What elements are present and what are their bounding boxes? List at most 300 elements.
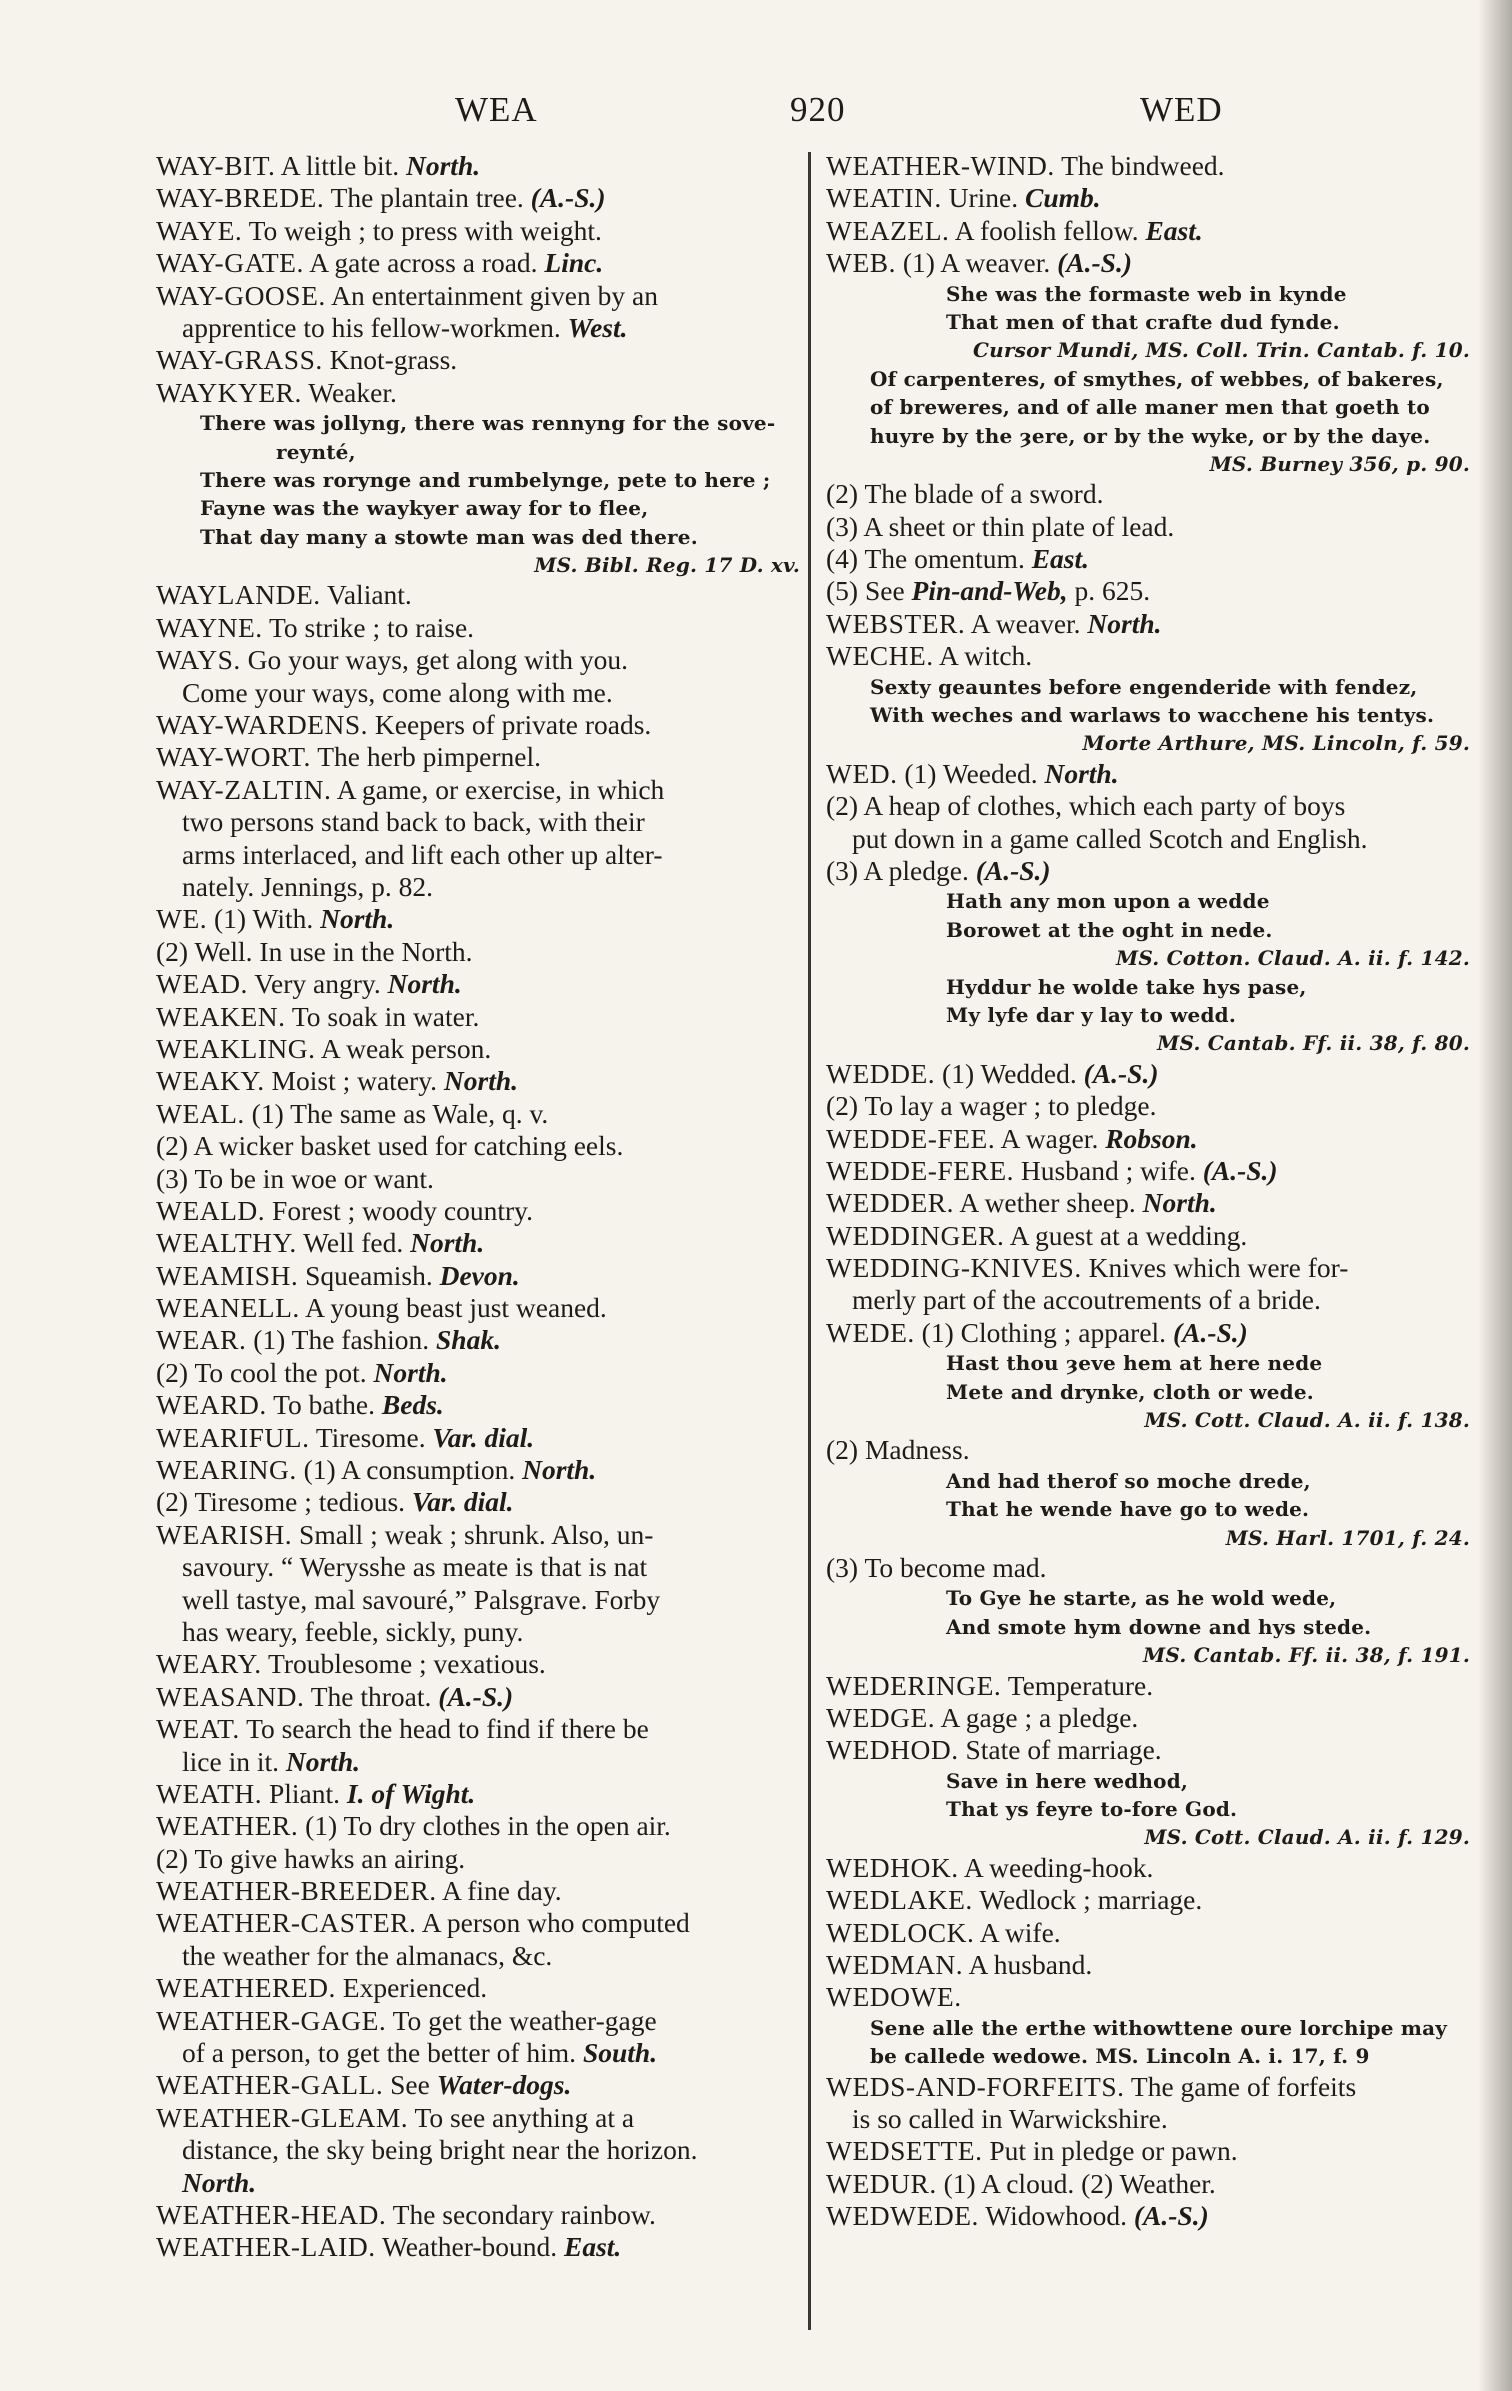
entry-definition: The bindweed. — [1054, 150, 1225, 181]
entry-definition: Weather-bound. — [375, 2231, 564, 2263]
dictionary-entry — [826, 1884, 1476, 1916]
entry-label: North. — [522, 1454, 597, 1486]
entry-definition: (2) To lay a wager ; to pledge. — [826, 1090, 1157, 1122]
entry-definition: Knot-grass. — [322, 344, 458, 376]
entry-headword: WEANELL. — [156, 1292, 300, 1324]
entry-definition: (2) The blade of a sword. — [826, 478, 1104, 510]
entry-definition: A husband. — [963, 1949, 1093, 1981]
entry-definition: Moist ; watery. — [264, 1065, 444, 1097]
quotation-text: Hyddur he wolde take hys pase, — [946, 974, 1307, 999]
quotation-text: Fayne was the waykyer away for to flee, — [200, 496, 649, 521]
entry-definition: (1) To dry clothes in the open air. — [298, 1810, 671, 1842]
entry-definition: Put in pledge or pawn. — [982, 2135, 1238, 2167]
entry-definition: A wether sheep. — [954, 1187, 1143, 1219]
entry-label: North. — [443, 1065, 519, 1097]
entry-label: North. — [373, 1356, 448, 1388]
entry-headword: WAYNE. — [156, 611, 263, 643]
quotation-line — [826, 365, 1476, 393]
entry-headword: WEDMAN. — [826, 1949, 964, 1981]
quotation-line — [826, 280, 1476, 308]
entry-definition: To soak in water. — [285, 1000, 480, 1032]
quotation-text: That ys feyre to-fore God. — [946, 1797, 1238, 1822]
entry-definition: A wager. — [995, 1122, 1106, 1154]
entry-definition: A weak person. — [315, 1032, 492, 1064]
entry-definition: Pliant. — [262, 1777, 347, 1809]
entry-label: Pin-and-Web, — [911, 575, 1068, 607]
entry-definition: arms interlaced, and lift each other up alter- — [182, 838, 663, 870]
entry-headword: WEDWEDE. — [826, 2200, 979, 2232]
dictionary-entry — [156, 1292, 806, 1324]
entry-definition: apprentice to his fellow-workmen. — [182, 311, 568, 343]
quotation-source — [826, 944, 1476, 972]
entry-definition: (1) A consumption. — [296, 1454, 523, 1486]
entry-continuation — [826, 823, 1476, 855]
entry-label: North. — [182, 2166, 257, 2198]
entry-definition: Temperature. — [1001, 1669, 1154, 1701]
entry-sense — [826, 575, 1476, 607]
dictionary-entry — [826, 2135, 1476, 2167]
quotation-text: And had therof so moche drede, — [946, 1468, 1311, 1493]
dictionary-entry — [156, 182, 806, 214]
dictionary-entry — [156, 215, 806, 247]
quotation-line — [826, 1584, 1476, 1612]
quotation-text: She was the formaste web in kynde — [946, 281, 1347, 306]
quotation-line — [826, 2042, 1476, 2070]
quotation-source — [826, 729, 1476, 757]
entry-headword: WEB. — [826, 247, 896, 279]
entry-definition: of a person, to get the better of him. — [182, 2037, 583, 2069]
quotation-source — [826, 450, 1476, 478]
entry-label: East. — [563, 2231, 622, 2263]
quotation-line — [826, 1767, 1476, 1795]
entry-sense — [826, 1434, 1476, 1466]
quotation-text: Sexty geauntes before engenderide with fendez, — [870, 674, 1418, 699]
entry-definition: A witch. — [933, 640, 1033, 672]
entry-label: North. — [1087, 607, 1162, 639]
entry-label: East. — [1145, 214, 1203, 246]
quotation-text: Mete and drynke, cloth or wede. — [946, 1379, 1314, 1404]
source-citation: MS. Harl. 1701, f. 24. — [1225, 1525, 1470, 1550]
source-citation: Morte Arthure, MS. Lincoln, f. 59. — [1082, 731, 1470, 756]
entry-label: (A.-S.) — [1172, 1316, 1248, 1348]
dictionary-entry — [156, 1875, 806, 1907]
entry-headword: WAYE. — [156, 214, 243, 246]
entry-headword: WEALD. — [156, 1194, 266, 1226]
source-citation: MS. Burney 356, p. 90. — [1209, 451, 1470, 476]
entry-definition: Weaker. — [301, 376, 397, 408]
dictionary-entry — [156, 1065, 806, 1097]
entry-label: I. of Wight. — [346, 1777, 476, 1809]
entry-headword: WEDDING-KNIVES. — [826, 1252, 1082, 1284]
entry-headword: WEASAND. — [156, 1680, 305, 1712]
header-right-guideword: WED — [1140, 90, 1223, 129]
quotation-line — [156, 494, 806, 522]
entry-headword: WEATHER-WIND. — [826, 150, 1055, 181]
quotation-line — [826, 1001, 1476, 1029]
entry-headword: WEARISH. — [156, 1518, 293, 1550]
dictionary-entry — [156, 1389, 806, 1421]
quotation-text: There was jollyng, there was rennyng for the sove- — [200, 411, 776, 436]
entry-definition: (2) A heap of clothes, which each party of boys — [826, 790, 1346, 822]
source-citation: MS. Cott. Claud. A. ii. f. 138. — [1144, 1408, 1470, 1433]
entry-continuation — [156, 677, 806, 709]
entry-label: (A.-S.) — [1083, 1057, 1159, 1089]
quotation-line — [826, 393, 1476, 421]
entry-label: (A.-S.) — [975, 854, 1051, 886]
entry-definition: A game, or exercise, in which — [331, 773, 665, 805]
entry-definition: Experienced. — [335, 1972, 488, 2004]
entry-definition: (5) See — [826, 575, 912, 607]
entry-continuation — [156, 1584, 806, 1616]
entry-headword: WE. — [156, 903, 208, 935]
entry-definition: lice in it. — [182, 1745, 286, 1777]
entry-definition: (2) A wicker basket used for catching eels. — [156, 1130, 624, 1162]
entry-continuation — [156, 312, 806, 344]
quotation-line — [826, 1349, 1476, 1377]
entry-definition: Knives which were for- — [1081, 1252, 1349, 1284]
dictionary-entry — [826, 1852, 1476, 1884]
entry-headword: WEDOWE. — [826, 1981, 962, 2013]
entry-headword: WEALTHY. — [156, 1227, 297, 1259]
entry-sense — [826, 478, 1476, 510]
entry-definition: A gate across a road. — [303, 247, 545, 279]
quotation-line — [826, 308, 1476, 336]
entry-definition: (2) Madness. — [826, 1434, 970, 1466]
dictionary-entry — [156, 1519, 806, 1551]
dictionary-entry — [826, 150, 1476, 182]
entry-headword: WECHE. — [826, 640, 934, 672]
entry-sense — [826, 1090, 1476, 1122]
quotation-line — [826, 973, 1476, 1001]
dictionary-entry — [156, 1033, 806, 1065]
entry-continuation — [156, 2037, 806, 2069]
entry-sense — [826, 855, 1476, 887]
entry-definition: (1) The same as Wale, q. v. — [244, 1097, 549, 1129]
entry-headword: WEDLOCK. — [826, 1916, 975, 1948]
entry-definition: A gage ; a pledge. — [935, 1701, 1139, 1733]
entry-definition: Squeamish. — [298, 1259, 440, 1291]
entry-headword: WAYLANDE. — [156, 579, 321, 611]
entry-headword: WEDSETTE. — [826, 2135, 983, 2167]
entry-definition: A weeding-hook. — [958, 1851, 1154, 1883]
entry-definition: Urine. — [941, 182, 1026, 214]
entry-sense — [156, 1130, 806, 1162]
quotation-text: That he wende have go to wede. — [946, 1497, 1310, 1522]
quotation-text: huyre by the ȝere, or by the wyke, or by the daye. — [870, 423, 1431, 448]
entry-definition: (1) The fashion. — [246, 1324, 436, 1356]
dictionary-entry — [156, 1648, 806, 1680]
quotation-text: Hast thou ȝeve hem at here nede — [946, 1351, 1323, 1376]
entry-definition: (3) A pledge. — [826, 854, 976, 886]
entry-continuation — [156, 839, 806, 871]
quotation-text: That men of that crafte dud fynde. — [946, 309, 1340, 334]
dictionary-entry — [826, 1734, 1476, 1766]
entry-definition: has weary, feeble, sickly, puny. — [182, 1615, 524, 1647]
entry-definition: A person who computed — [416, 1907, 690, 1939]
dictionary-entry — [826, 1220, 1476, 1252]
entry-headword: WEDUR. — [826, 2167, 937, 2199]
entry-definition: distance, the sky being bright near the horizon. — [182, 2134, 698, 2166]
entry-headword: WED. — [826, 757, 898, 789]
entry-label: East. — [1031, 543, 1090, 575]
entry-headword: WEAMISH. — [156, 1259, 299, 1291]
entry-sense — [156, 936, 806, 968]
right-column — [826, 150, 1476, 2233]
entry-headword: WEBSTER. — [826, 607, 966, 639]
entry-sense — [826, 543, 1476, 575]
quotation-line — [826, 1378, 1476, 1406]
entry-sense — [156, 1163, 806, 1195]
dictionary-entry — [156, 1195, 806, 1227]
entry-headword: WAY-WARDENS. — [156, 709, 369, 741]
entry-headword: WEAKEN. — [156, 1000, 286, 1032]
entry-definition: A young beast just weaned. — [299, 1292, 607, 1324]
entry-definition: (2) Tiresome ; tedious. — [156, 1486, 412, 1518]
quotation-line — [156, 438, 806, 466]
entry-headword: WEDHOD. — [826, 1734, 959, 1766]
entry-definition: State of marriage. — [958, 1734, 1162, 1766]
dictionary-entry — [156, 1098, 806, 1130]
entry-sense — [826, 511, 1476, 543]
entry-definition: The game of forfeits — [1124, 2070, 1357, 2102]
dictionary-entry — [826, 1187, 1476, 1219]
entry-label: West. — [567, 311, 628, 343]
header-left-guideword: WEA — [455, 90, 538, 129]
entry-headword: WEDE. — [826, 1316, 915, 1348]
dictionary-entry — [156, 150, 806, 182]
entry-label: North. — [387, 968, 462, 1000]
entry-definition: (1) With. — [207, 903, 321, 935]
entry-definition: Go your ways, get along with you. — [240, 644, 629, 676]
quotation-line — [826, 673, 1476, 701]
entry-continuation — [156, 1940, 806, 1972]
quotation-text: Sene alle the erthe withowttene oure lorchipe may — [870, 2015, 1448, 2040]
entry-definition: See — [383, 2069, 437, 2101]
entry-definition: put down in a game called Scotch and English. — [852, 822, 1368, 854]
entry-headword: WEATHER-GAGE. — [156, 2004, 387, 2036]
dictionary-entry — [826, 608, 1476, 640]
entry-definition: A foolish fellow. — [949, 214, 1146, 246]
dictionary-entry — [156, 377, 806, 409]
entry-definition: (3) To become mad. — [826, 1551, 1047, 1583]
dictionary-entry — [156, 1227, 806, 1259]
dictionary-entry — [826, 1702, 1476, 1734]
entry-headword: WAY-GRASS. — [156, 344, 323, 376]
entry-definition: A weaver. — [965, 607, 1088, 639]
dictionary-entry — [826, 1949, 1476, 1981]
quotation-line — [826, 1795, 1476, 1823]
quotation-line — [156, 523, 806, 551]
quotation-line — [826, 1467, 1476, 1495]
entry-definition: Tiresome. — [309, 1421, 433, 1453]
quotation-text: be callede wedowe. MS. Lincoln A. i. 17, f. 9 — [870, 2044, 1370, 2069]
quotation-text: To Gye he starte, as he wold wede, — [946, 1586, 1337, 1611]
entry-headword: WEAT. — [156, 1713, 240, 1745]
entry-definition: (1) Wedded. — [935, 1057, 1084, 1089]
entry-definition: Forest ; woody country. — [265, 1194, 533, 1226]
entry-headword: WEATHER-HEAD. — [156, 2199, 387, 2230]
entry-continuation — [156, 1551, 806, 1583]
entry-definition: merly part of the accoutrements of a bride. — [852, 1284, 1321, 1316]
dictionary-entry — [826, 2200, 1476, 2232]
dictionary-entry — [156, 2231, 806, 2263]
entry-label: North. — [1142, 1187, 1217, 1219]
entry-headword: WEARY. — [156, 1648, 262, 1680]
quotation-text: Hath any mon upon a wedde — [946, 889, 1270, 914]
quotation-text: Of carpenteres, of smythes, of webbes, of bakeres, — [870, 366, 1444, 391]
entry-headword: WAYKYER. — [156, 376, 302, 408]
entry-continuation — [156, 871, 806, 903]
quotation-text: Save in here wedhod, — [946, 1768, 1189, 1793]
entry-headword: WEDS-AND-FORFEITS. — [826, 2070, 1125, 2102]
quotation-source — [156, 551, 806, 579]
entry-definition: Valiant. — [320, 579, 412, 611]
quotation-line — [826, 2014, 1476, 2042]
entry-definition: nately. Jennings, p. 82. — [182, 870, 434, 902]
dictionary-entry — [156, 280, 806, 312]
column-divider — [808, 152, 811, 2330]
entry-headword: WEAL. — [156, 1097, 245, 1129]
entry-headword: WEAKLING. — [156, 1032, 316, 1064]
dictionary-entry — [826, 2071, 1476, 2103]
entry-sense — [156, 1843, 806, 1875]
entry-headword: WEDDE-FERE. — [826, 1154, 1015, 1186]
entry-label: North. — [285, 1745, 360, 1777]
dictionary-entry — [156, 1454, 806, 1486]
entry-definition: The herb pimpernel. — [310, 741, 541, 773]
entry-headword: WAY-BREDE. — [156, 182, 325, 214]
entry-headword: WEAD. — [156, 968, 248, 1000]
entry-definition: well tastye, mal savouré,” Palsgrave. Forby — [182, 1583, 661, 1615]
entry-definition: two persons stand back to back, with their — [182, 806, 645, 838]
entry-definition: To search the head to find if there be — [239, 1713, 649, 1745]
entry-definition: Wedlock ; marriage. — [972, 1884, 1203, 1916]
entry-headword: WEAKY. — [156, 1065, 265, 1097]
entry-definition: The secondary rainbow. — [386, 2199, 656, 2230]
entry-continuation — [156, 2167, 806, 2199]
entry-definition: To see anything at a — [408, 2101, 635, 2133]
source-citation: MS. Bibl. Reg. 17 D. xv. — [534, 553, 800, 578]
entry-headword: WAY-BIT. — [156, 150, 276, 181]
quotation-text: There was roryngе and rumbelynge, pete to here ; — [200, 467, 771, 492]
entry-label: South. — [582, 2037, 658, 2069]
entry-headword: WAY-WORT. — [156, 741, 311, 773]
entry-label: Var. dial. — [411, 1486, 514, 1518]
entry-definition: (1) Clothing ; apparel. — [914, 1316, 1173, 1348]
entry-definition: (4) The omentum. — [826, 543, 1032, 575]
entry-definition: The plantain tree. — [324, 182, 531, 214]
quotation-source — [826, 1029, 1476, 1057]
entry-definition: Keepers of private roads. — [368, 709, 652, 741]
entry-sense — [826, 1552, 1476, 1584]
dictionary-entry — [826, 1155, 1476, 1187]
dictionary-entry — [156, 1422, 806, 1454]
entry-headword: WEATHERED. — [156, 1972, 336, 2004]
dictionary-entry — [826, 1252, 1476, 1284]
entry-headword: WEATHER-GLEAM. — [156, 2101, 409, 2133]
entry-definition: A little bit. — [275, 150, 406, 181]
quotation-line — [826, 422, 1476, 450]
dictionary-entry — [826, 182, 1476, 214]
entry-headword: WEATHER-GALL. — [156, 2069, 384, 2101]
entry-label: Cumb. — [1025, 182, 1101, 214]
entry-headword: WEDHOK. — [826, 1851, 959, 1883]
entry-headword: WEATHER-BREEDER. — [156, 1875, 437, 1907]
dictionary-entry — [826, 1917, 1476, 1949]
entry-label: North. — [320, 903, 395, 935]
quotation-line — [156, 466, 806, 494]
entry-continuation — [826, 2103, 1476, 2135]
page-binding-shadow — [1478, 0, 1512, 2391]
entry-headword: WEDDE. — [826, 1057, 936, 1089]
entry-sense — [156, 1357, 806, 1389]
source-citation: MS. Cantab. Ff. ii. 38, f. 191. — [1143, 1643, 1470, 1668]
entry-headword: WEDDER. — [826, 1187, 954, 1219]
entry-sense — [826, 790, 1476, 822]
source-citation: MS. Cott. Claud. A. ii. f. 129. — [1144, 1825, 1470, 1850]
dictionary-entry — [156, 2069, 806, 2101]
quotation-text: reynté, — [276, 439, 356, 464]
entry-label: Linc. — [544, 247, 604, 279]
entry-label: North. — [410, 1227, 485, 1259]
entry-definition: the weather for the almanacs, &c. — [182, 1939, 553, 1971]
dictionary-entry — [156, 709, 806, 741]
left-column — [156, 150, 806, 2264]
dictionary-entry — [826, 2168, 1476, 2200]
entry-label: Var. dial. — [432, 1421, 535, 1453]
dictionary-entry — [826, 1981, 1476, 2013]
quotation-line — [826, 887, 1476, 915]
entry-definition: Small ; weak ; shrunk. Also, un- — [292, 1518, 654, 1550]
dictionary-entry — [826, 1123, 1476, 1155]
dictionary-entry — [156, 1681, 806, 1713]
quotation-source — [826, 1823, 1476, 1851]
quotation-line — [826, 1613, 1476, 1641]
entry-headword: WEDDE-FEE. — [826, 1122, 996, 1154]
entry-definition-tail: p. 625. — [1067, 575, 1151, 607]
dictionary-entry — [156, 2005, 806, 2037]
entry-headword: WEAZEL. — [826, 214, 950, 246]
entry-label: North. — [406, 150, 481, 181]
entry-label: North. — [1044, 757, 1119, 789]
entry-definition: (2) Well. In use in the North. — [156, 935, 473, 967]
entry-label: (A.-S.) — [1202, 1154, 1278, 1186]
entry-sense — [156, 1486, 806, 1518]
entry-definition: (3) A sheet or thin plate of lead. — [826, 510, 1175, 542]
entry-headword: WEARIFUL. — [156, 1421, 310, 1453]
entry-definition: To strike ; to raise. — [262, 611, 475, 643]
entry-headword: WAY-GATE. — [156, 247, 304, 279]
quotation-text: And smote hym downe and hys stede. — [946, 1614, 1372, 1639]
dictionary-entry — [826, 1058, 1476, 1090]
dictionary-entry — [156, 774, 806, 806]
quotation-source — [826, 1641, 1476, 1669]
entry-label: Shak. — [436, 1324, 501, 1356]
entry-headword: WEDERINGE. — [826, 1669, 1002, 1701]
entry-headword: WEDLAKE. — [826, 1884, 973, 1916]
entry-definition: Troublesome ; vexatious. — [261, 1648, 546, 1680]
running-header — [150, 90, 1260, 140]
quotation-text: With weches and warlaws to wacchene his tentys. — [870, 703, 1435, 728]
dictionary-entry — [156, 903, 806, 935]
entry-definition: is so called in Warwickshire. — [852, 2103, 1168, 2134]
entry-label: Water-dogs. — [436, 2069, 572, 2101]
entry-label: Devon. — [439, 1259, 520, 1291]
source-citation: Cursor Mundi, MS. Coll. Trin. Cantab. f. 10. — [973, 338, 1470, 363]
dictionary-entry — [156, 2199, 806, 2231]
quotation-line — [826, 701, 1476, 729]
entry-headword: WAY-GOOSE. — [156, 279, 326, 311]
